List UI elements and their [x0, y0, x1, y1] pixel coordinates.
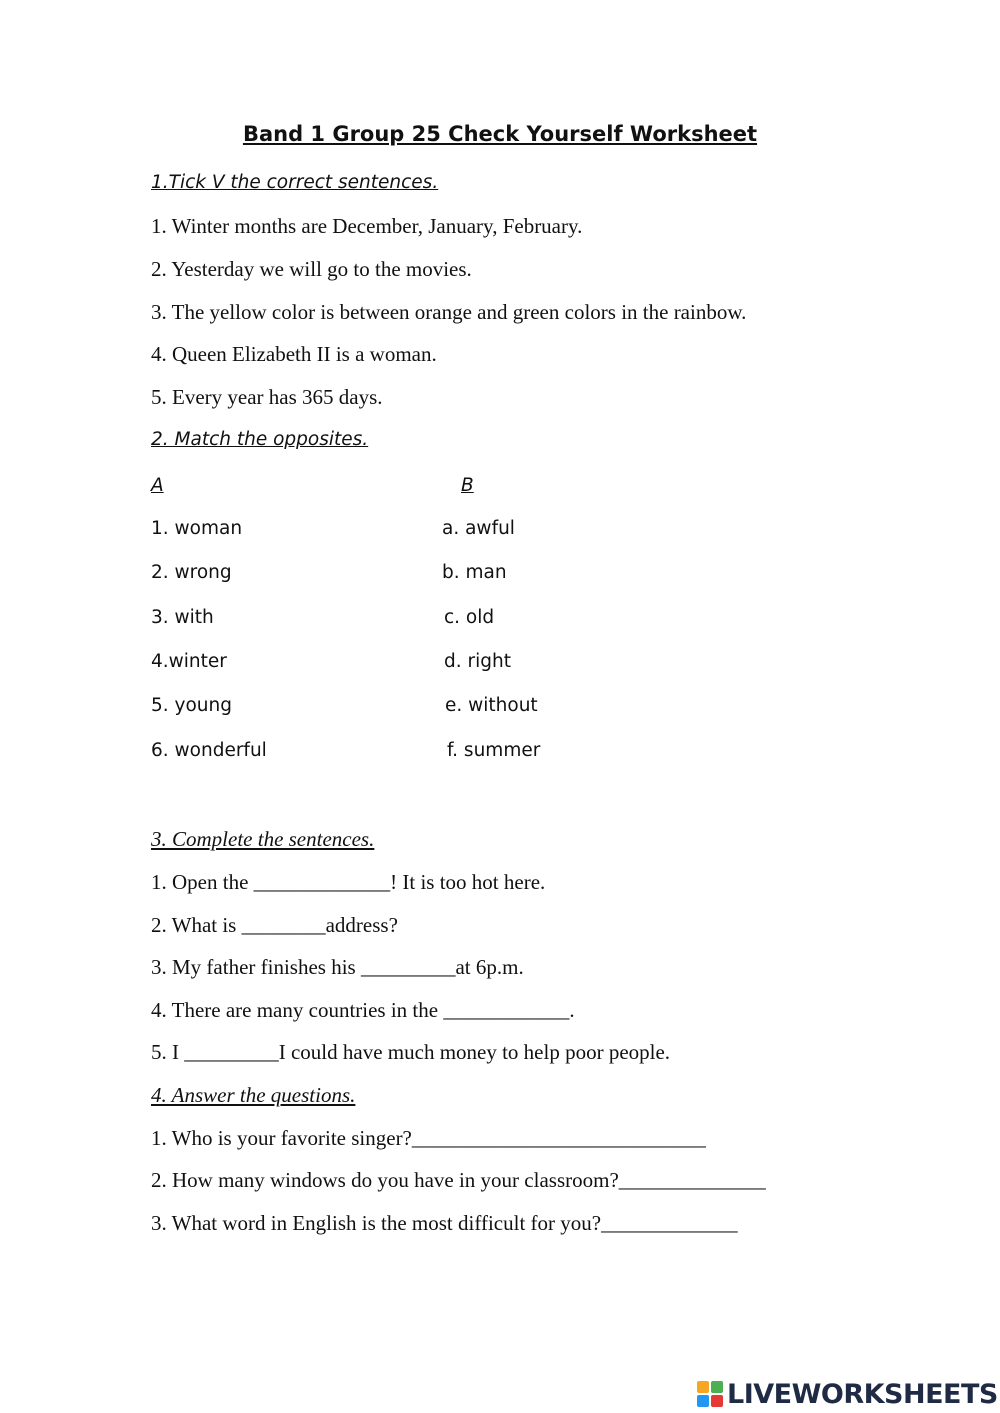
section3-item: 4. There are many countries in the ____________. — [151, 998, 575, 1022]
section3-item: 3. My father finishes his _________at 6p.m. — [151, 955, 524, 979]
section1-heading: 1.Tick V the correct sentences. — [151, 172, 439, 193]
watermark-text: LIVEWORKSHEETS — [727, 1378, 998, 1410]
match-item-b: d. right — [444, 651, 511, 672]
match-item-b: c. old — [444, 607, 495, 628]
page-title: Band 1 Group 25 Check Yourself Worksheet — [242, 122, 758, 146]
section3-item: 5. I _________I could have much money to help poor people. — [151, 1040, 671, 1064]
section1-item: 2. Yesterday we will go to the movies. — [151, 257, 472, 281]
section1-item: 4. Queen Elizabeth II is a woman. — [151, 342, 437, 366]
section3-heading: 3. Complete the sentences. — [151, 827, 375, 851]
section1-item: 5. Every year has 365 days. — [151, 385, 383, 409]
section3-item: 2. What is ________address? — [151, 913, 398, 937]
match-item-b: b. man — [442, 562, 507, 583]
section1-item: 1. Winter months are December, January, February. — [151, 214, 583, 238]
match-item-a: 6. wonderful — [151, 740, 267, 761]
match-item-a: 4.winter — [151, 651, 227, 672]
section2-heading: 2. Match the opposites. — [151, 429, 369, 450]
section1-item: 3. The yellow color is between orange and green colors in the rainbow. — [151, 300, 747, 324]
match-item-b: e. without — [445, 695, 538, 716]
section4-item: 2. How many windows do you have in your classroom?______________ — [151, 1168, 766, 1192]
match-item-a: 3. with — [151, 607, 214, 628]
section4-item: 3. What word in English is the most difficult for you?_____________ — [151, 1211, 738, 1235]
match-item-b: f. summer — [447, 740, 541, 761]
match-item-a: 1. woman — [151, 518, 243, 539]
match-item-a: 2. wrong — [151, 562, 232, 583]
match-item-a: 5. young — [151, 695, 232, 716]
column-b-label: B — [461, 475, 474, 496]
liveworksheets-mark-icon — [697, 1381, 723, 1407]
column-a-label: A — [151, 475, 164, 496]
section3-item: 1. Open the _____________! It is too hot here. — [151, 870, 546, 894]
section4-heading: 4. Answer the questions. — [151, 1083, 356, 1107]
match-item-b: a. awful — [442, 518, 515, 539]
section4-item: 1. Who is your favorite singer?____________________________ — [151, 1126, 706, 1150]
liveworksheets-logo — [697, 1377, 998, 1411]
